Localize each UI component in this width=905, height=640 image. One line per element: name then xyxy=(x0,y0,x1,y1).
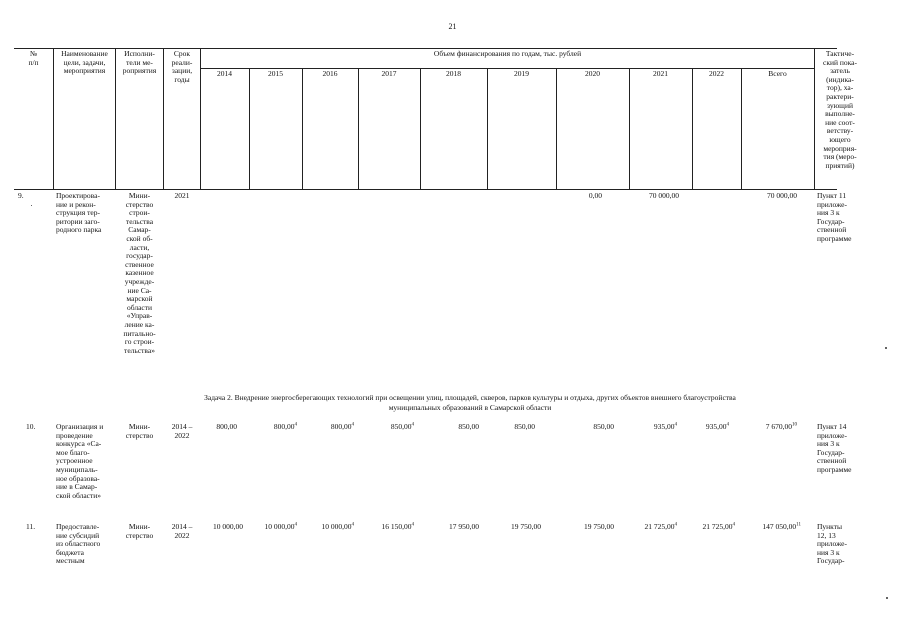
value-2017: 16 150,00$^4$ xyxy=(381,522,414,531)
header-year: 2018 xyxy=(446,69,461,78)
value-2016: 800,00$^4$ xyxy=(330,422,354,431)
row-number: 10. xyxy=(26,422,36,431)
col-sep xyxy=(358,68,359,190)
value-2022: 935,00$^4$ xyxy=(705,422,729,431)
value-2016: 10 000,00$^4$ xyxy=(321,522,354,531)
col-sep xyxy=(629,68,630,190)
header-year: 2021 xyxy=(653,69,668,78)
indicator: Пункт 11 приложе- ния 3 к Государ- ственной программе xyxy=(817,191,852,243)
header-year: 2014 xyxy=(217,69,232,78)
value-2021: 21 725,00$^4$ xyxy=(644,522,677,531)
col-sep xyxy=(302,68,303,190)
header-term: Срок реали- зации, годы xyxy=(171,49,193,84)
value-2015: 10 000,00$^4$ xyxy=(264,522,297,531)
measure-name: Предоставле- ние субсидий из областного бюджета местным xyxy=(56,522,101,566)
col-sep xyxy=(556,68,557,190)
value-2019: 19 750,00 xyxy=(511,522,541,531)
measure-name: Организация и проведение конкурса «Са- мое благо- устроенное муниципаль- ное образова- ние в Самар- ской области» xyxy=(56,422,104,500)
value-2017: 850,00$^4$ xyxy=(390,422,414,431)
scan-speck xyxy=(31,205,32,206)
col-sep xyxy=(420,68,421,190)
value-2014: 10 000,00 xyxy=(213,522,243,531)
value-total: 147 050,00$^{11}$ xyxy=(762,522,801,531)
header-year: 2017 xyxy=(381,69,397,78)
header-year: 2015 xyxy=(268,69,283,78)
scan-speck xyxy=(886,597,888,599)
header-executors: Исполни- тели ме- роприятия xyxy=(122,49,157,76)
executors: Мини- стерство строи- тельства Самар- ской об- ласти, государ- ственное казенное учрежде- ние Са- марской области «Управ- ление ка- питально- го строи- тельства» xyxy=(123,191,156,355)
scan-speck xyxy=(885,347,887,349)
header-year-total: Всего xyxy=(768,69,787,78)
header-year: 2022 xyxy=(709,69,724,78)
value-2020: 850,00 xyxy=(593,422,614,431)
value-2020: 19 750,00 xyxy=(584,522,614,531)
col-sep xyxy=(249,68,250,190)
measure-name: Проектирова- ние и рекон- струкция тер- ритории заго- родного парка xyxy=(56,191,102,235)
executors: Мини- стерство xyxy=(125,522,154,540)
col-sep xyxy=(487,68,488,190)
value-2018: 17 950,00 xyxy=(449,522,479,531)
col-sep xyxy=(692,68,693,190)
term: 2021 xyxy=(174,191,190,200)
indicator: Пункт 14 приложе- ния 3 к Государ- ственной программе xyxy=(817,422,852,474)
value-2015: 800,00$^4$ xyxy=(273,422,297,431)
row-number: 11. xyxy=(26,522,36,531)
value-total: 7 670,00$^{10}$ xyxy=(765,422,797,431)
task-heading: Задача 2. Внедрение энергосберегающих технологий при освещении улиц, площадей, скверов, парков культуры и отдыха, других объектов внешнего благоустройства муниципальных образований в Самарской области xyxy=(204,393,736,412)
value-2021: 70 000,00 xyxy=(649,191,679,200)
value-2022: 21 725,00$^4$ xyxy=(702,522,735,531)
term: 2014 – 2022 xyxy=(171,422,193,440)
header-year: 2016 xyxy=(322,69,338,78)
header-bottom-rule xyxy=(14,189,837,190)
col-sep xyxy=(741,68,742,190)
header-number: № п/п xyxy=(28,49,39,67)
header-indicator: Тактиче- ский пока- затель (индика- тор), ха- рактери- зующий выполне- ние соот- ветству- ющего мероприя- тия (меро- приятий) xyxy=(823,49,857,170)
indicator: Пункты 12, 13 приложе- ния 3 к Государ- xyxy=(817,522,847,566)
header-year: 2020 xyxy=(585,69,600,78)
value-total: 70 000,00 xyxy=(767,191,797,200)
value-2014: 800,00 xyxy=(216,422,237,431)
value-2020: 0,00 xyxy=(588,191,602,200)
header-year: 2019 xyxy=(514,69,529,78)
executors: Мини- стерство xyxy=(125,422,154,440)
row-number: 9. xyxy=(18,191,24,200)
term: 2014 – 2022 xyxy=(171,522,193,540)
value-2021: 935,00$^4$ xyxy=(653,422,677,431)
header-funding: Объем финансирования по годам, тыс. рублей xyxy=(433,49,582,58)
value-2018: 850,00 xyxy=(458,422,479,431)
value-2019: 850,00 xyxy=(514,422,535,431)
page-number: 21 xyxy=(448,22,457,31)
header-name: Наименование цели, задачи, мероприятия xyxy=(61,49,108,76)
